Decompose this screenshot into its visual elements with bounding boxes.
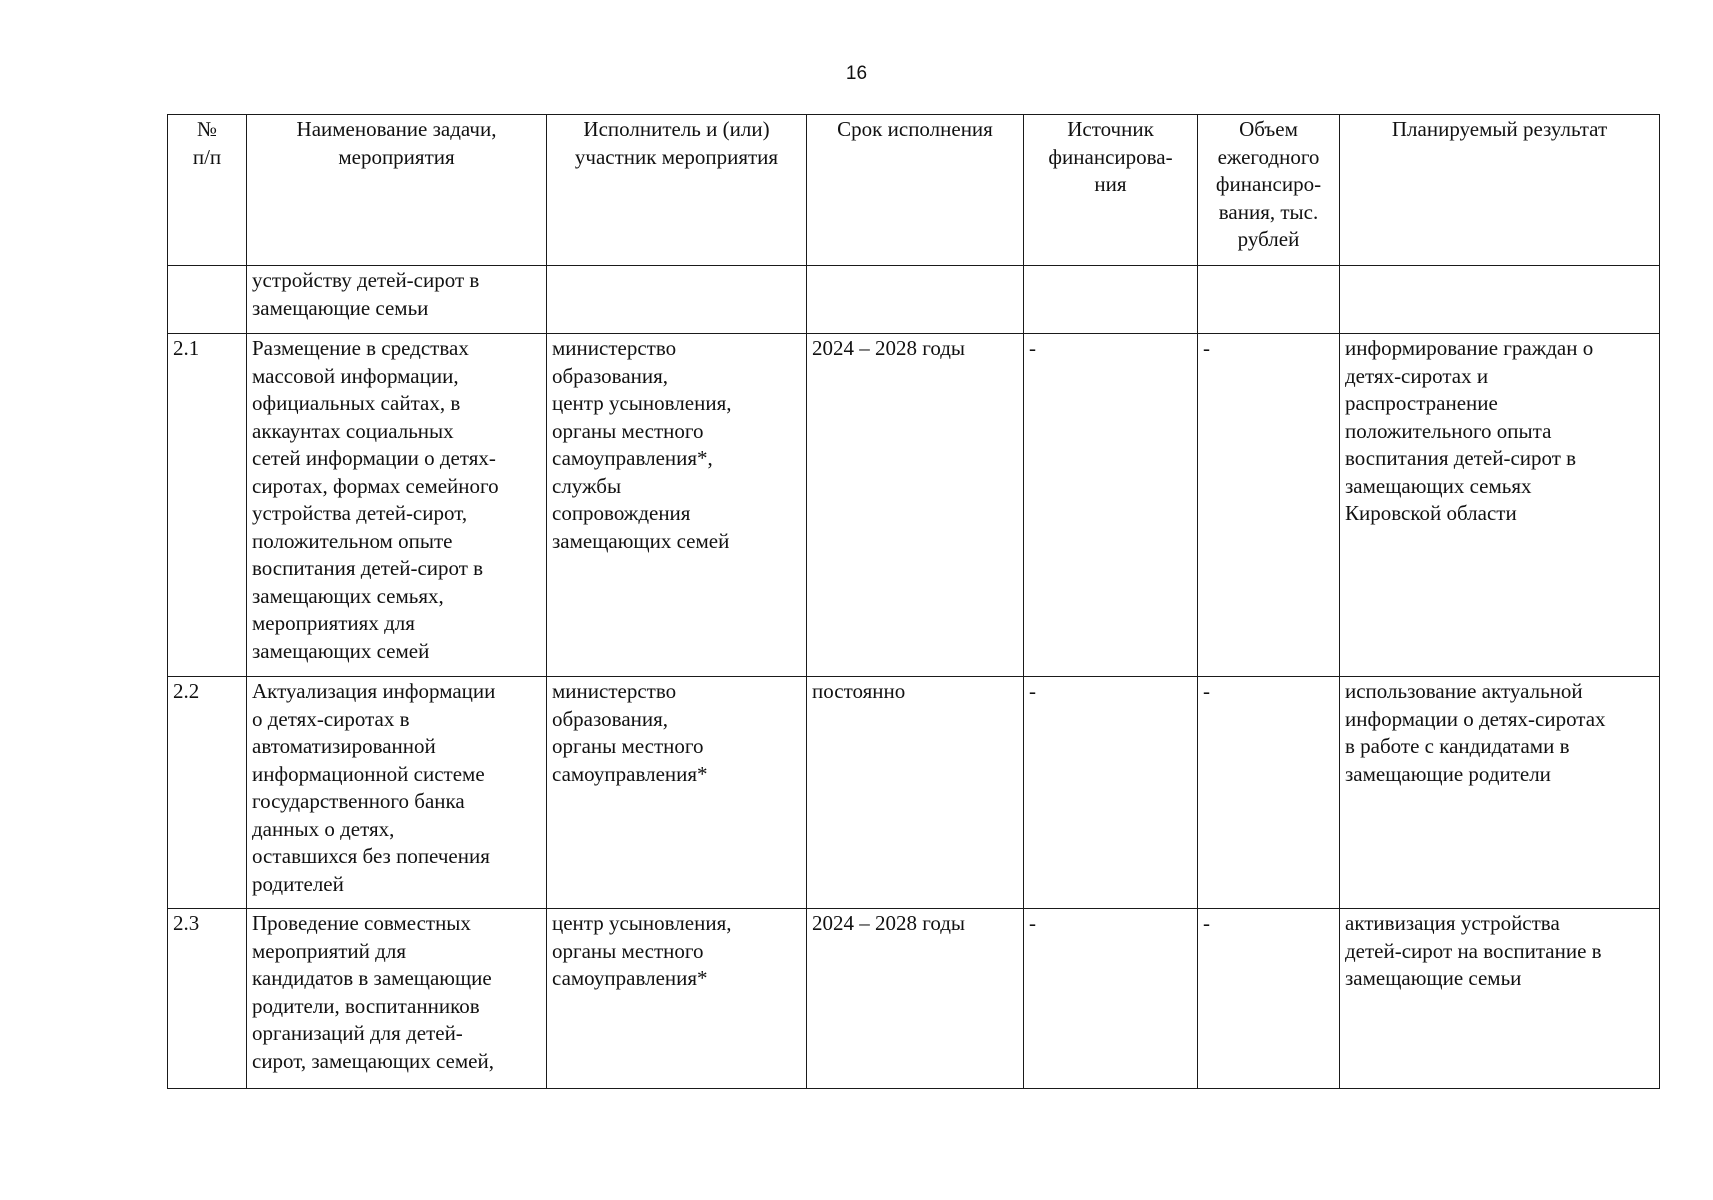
cell-result: активизация устройства детей-сирот на воспитание в замещающие семьи <box>1340 909 1660 1089</box>
cell-num: 2.2 <box>168 677 247 909</box>
cell-task: Актуализация информации о детях-сиротах в автоматизированной информационной системе государственного банка данных о детях, оставшихся без попечения родителей <box>247 677 547 909</box>
cell-num <box>168 266 247 334</box>
cell-task: Размещение в средствах массовой информации, официальных сайтах, в аккаунтах социальных сетей информации о детях- сиротах, формах семейного устройства детей-сирот, положительном опыте воспитания детей-сирот в замещающих семьях, мероприятиях для замещающих семей <box>247 334 547 677</box>
column-header-volume: Объем ежегодного финансиро- вания, тыс. рублей <box>1198 115 1340 266</box>
cell-source: - <box>1024 677 1198 909</box>
table-row <box>168 909 1660 1089</box>
cell-source: - <box>1024 909 1198 1089</box>
cell-result: информирование граждан о детях-сиротах и распространение положительного опыта воспитания детей-сирот в замещающих семьях Кировской области <box>1340 334 1660 677</box>
cell-source: - <box>1024 334 1198 677</box>
table-row <box>168 334 1660 677</box>
cell-period: постоянно <box>807 677 1024 909</box>
column-header-period: Срок исполнения <box>807 115 1024 266</box>
cell-executor: центр усыновления, органы местного самоуправления* <box>547 909 807 1089</box>
action-plan-table <box>167 114 1660 1089</box>
cell-volume: - <box>1198 677 1340 909</box>
cell-executor <box>547 266 807 334</box>
column-header-source: Источник финансирова- ния <box>1024 115 1198 266</box>
cell-source <box>1024 266 1198 334</box>
cell-period: 2024 – 2028 годы <box>807 334 1024 677</box>
cell-period: 2024 – 2028 годы <box>807 909 1024 1089</box>
cell-result <box>1340 266 1660 334</box>
column-header-executor: Исполнитель и (или) участник мероприятия <box>547 115 807 266</box>
column-header-task: Наименование задачи, мероприятия <box>247 115 547 266</box>
cell-period <box>807 266 1024 334</box>
cell-task: Проведение совместных мероприятий для кандидатов в замещающие родители, воспитанников организаций для детей- сирот, замещающих семей, <box>247 909 547 1089</box>
column-header-num: № п/п <box>168 115 247 266</box>
column-header-result: Планируемый результат <box>1340 115 1660 266</box>
cell-num: 2.3 <box>168 909 247 1089</box>
table-row-continuation <box>168 266 1660 334</box>
cell-result: использование актуальной информации о детях-сиротах в работе с кандидатами в замещающие родители <box>1340 677 1660 909</box>
cell-executor: министерство образования, органы местного самоуправления* <box>547 677 807 909</box>
page-number: 16 <box>845 63 868 84</box>
table-header-row <box>168 115 1660 266</box>
cell-executor: министерство образования, центр усыновления, органы местного самоуправления*, службы сопровождения замещающих семей <box>547 334 807 677</box>
cell-task: устройству детей-сирот в замещающие семьи <box>247 266 547 334</box>
cell-volume: - <box>1198 909 1340 1089</box>
table-row <box>168 677 1660 909</box>
cell-volume: - <box>1198 334 1340 677</box>
cell-num: 2.1 <box>168 334 247 677</box>
cell-volume <box>1198 266 1340 334</box>
